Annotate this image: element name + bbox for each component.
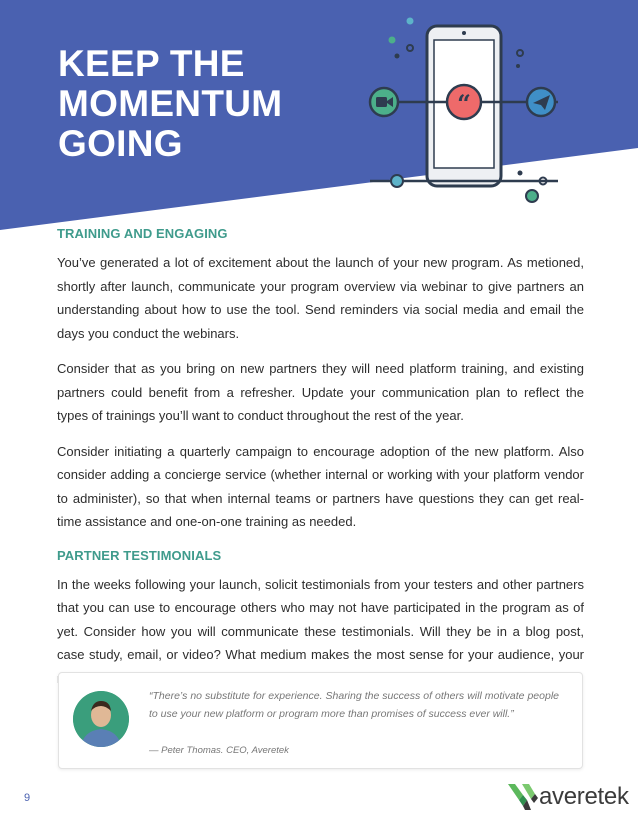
paragraph: In the weeks following your launch, solicit testimonials from your testers and other partners that you can use to encourage others who may not have participated in the program as of yet. Consider how you will communicate these testimonials. Will they be in a blog post, case study, email, or video? What medium makes the most sense for your audience, your — [57, 576, 584, 662]
quote-icon — [447, 85, 481, 119]
logo-text: averetek — [539, 783, 629, 810]
testimonial-attribution: — Peter Thomas. CEO, Averetek — [149, 745, 289, 756]
paragraph: Consider initiating a quarterly campaign to encourage adoption of the new platform. Also consider adding a concierge service (whether internal or working with your platform vendor to administer), so that when internal teams or partners have questions they can get real-time assistance and one-on-one training as needed. — [57, 443, 584, 529]
main-content — [57, 226, 584, 702]
page-number: 9 — [24, 792, 31, 804]
phone-illustration — [360, 8, 570, 208]
averetek-logo-icon — [508, 784, 538, 810]
section-heading-training: TRAINING AND ENGAGING — [57, 226, 228, 241]
paper-plane-icon — [527, 88, 555, 116]
title-line: KEEP THE — [58, 43, 245, 84]
testimonial-quote: “There’s no substitute for experience. Sharing the success of others will motivate people to use your new platform or program more than promises of success ever will.” — [149, 690, 559, 720]
timeline-dot — [526, 190, 538, 202]
video-camera-icon — [370, 88, 398, 116]
title-line: GOING — [58, 123, 183, 164]
section-heading-testimonials: PARTNER TESTIMONIALS — [57, 547, 222, 563]
timeline-dot — [391, 175, 403, 187]
title-line: MOMENTUM — [58, 83, 283, 124]
paragraph: You’ve generated a lot of excitement about the launch of your new program. As metioned, shortly after launch, communicate your program overview via webinar to give partners an understanding about how to use the tool. Send reminders via social media and email the days you conduct the webinars. — [57, 255, 584, 341]
page-title — [58, 44, 282, 164]
averetek-logo — [508, 782, 629, 814]
paragraph: Consider that as you bring on new partners they will need platform training, and existing partners could benefit from a refresher. Update your communication plan to reflect the types of trainings you’ll want to conduct throughout the rest of the year. — [57, 361, 584, 423]
avatar — [73, 691, 129, 747]
testimonial-card — [58, 672, 583, 769]
svg-text:“: “ — [457, 89, 471, 118]
